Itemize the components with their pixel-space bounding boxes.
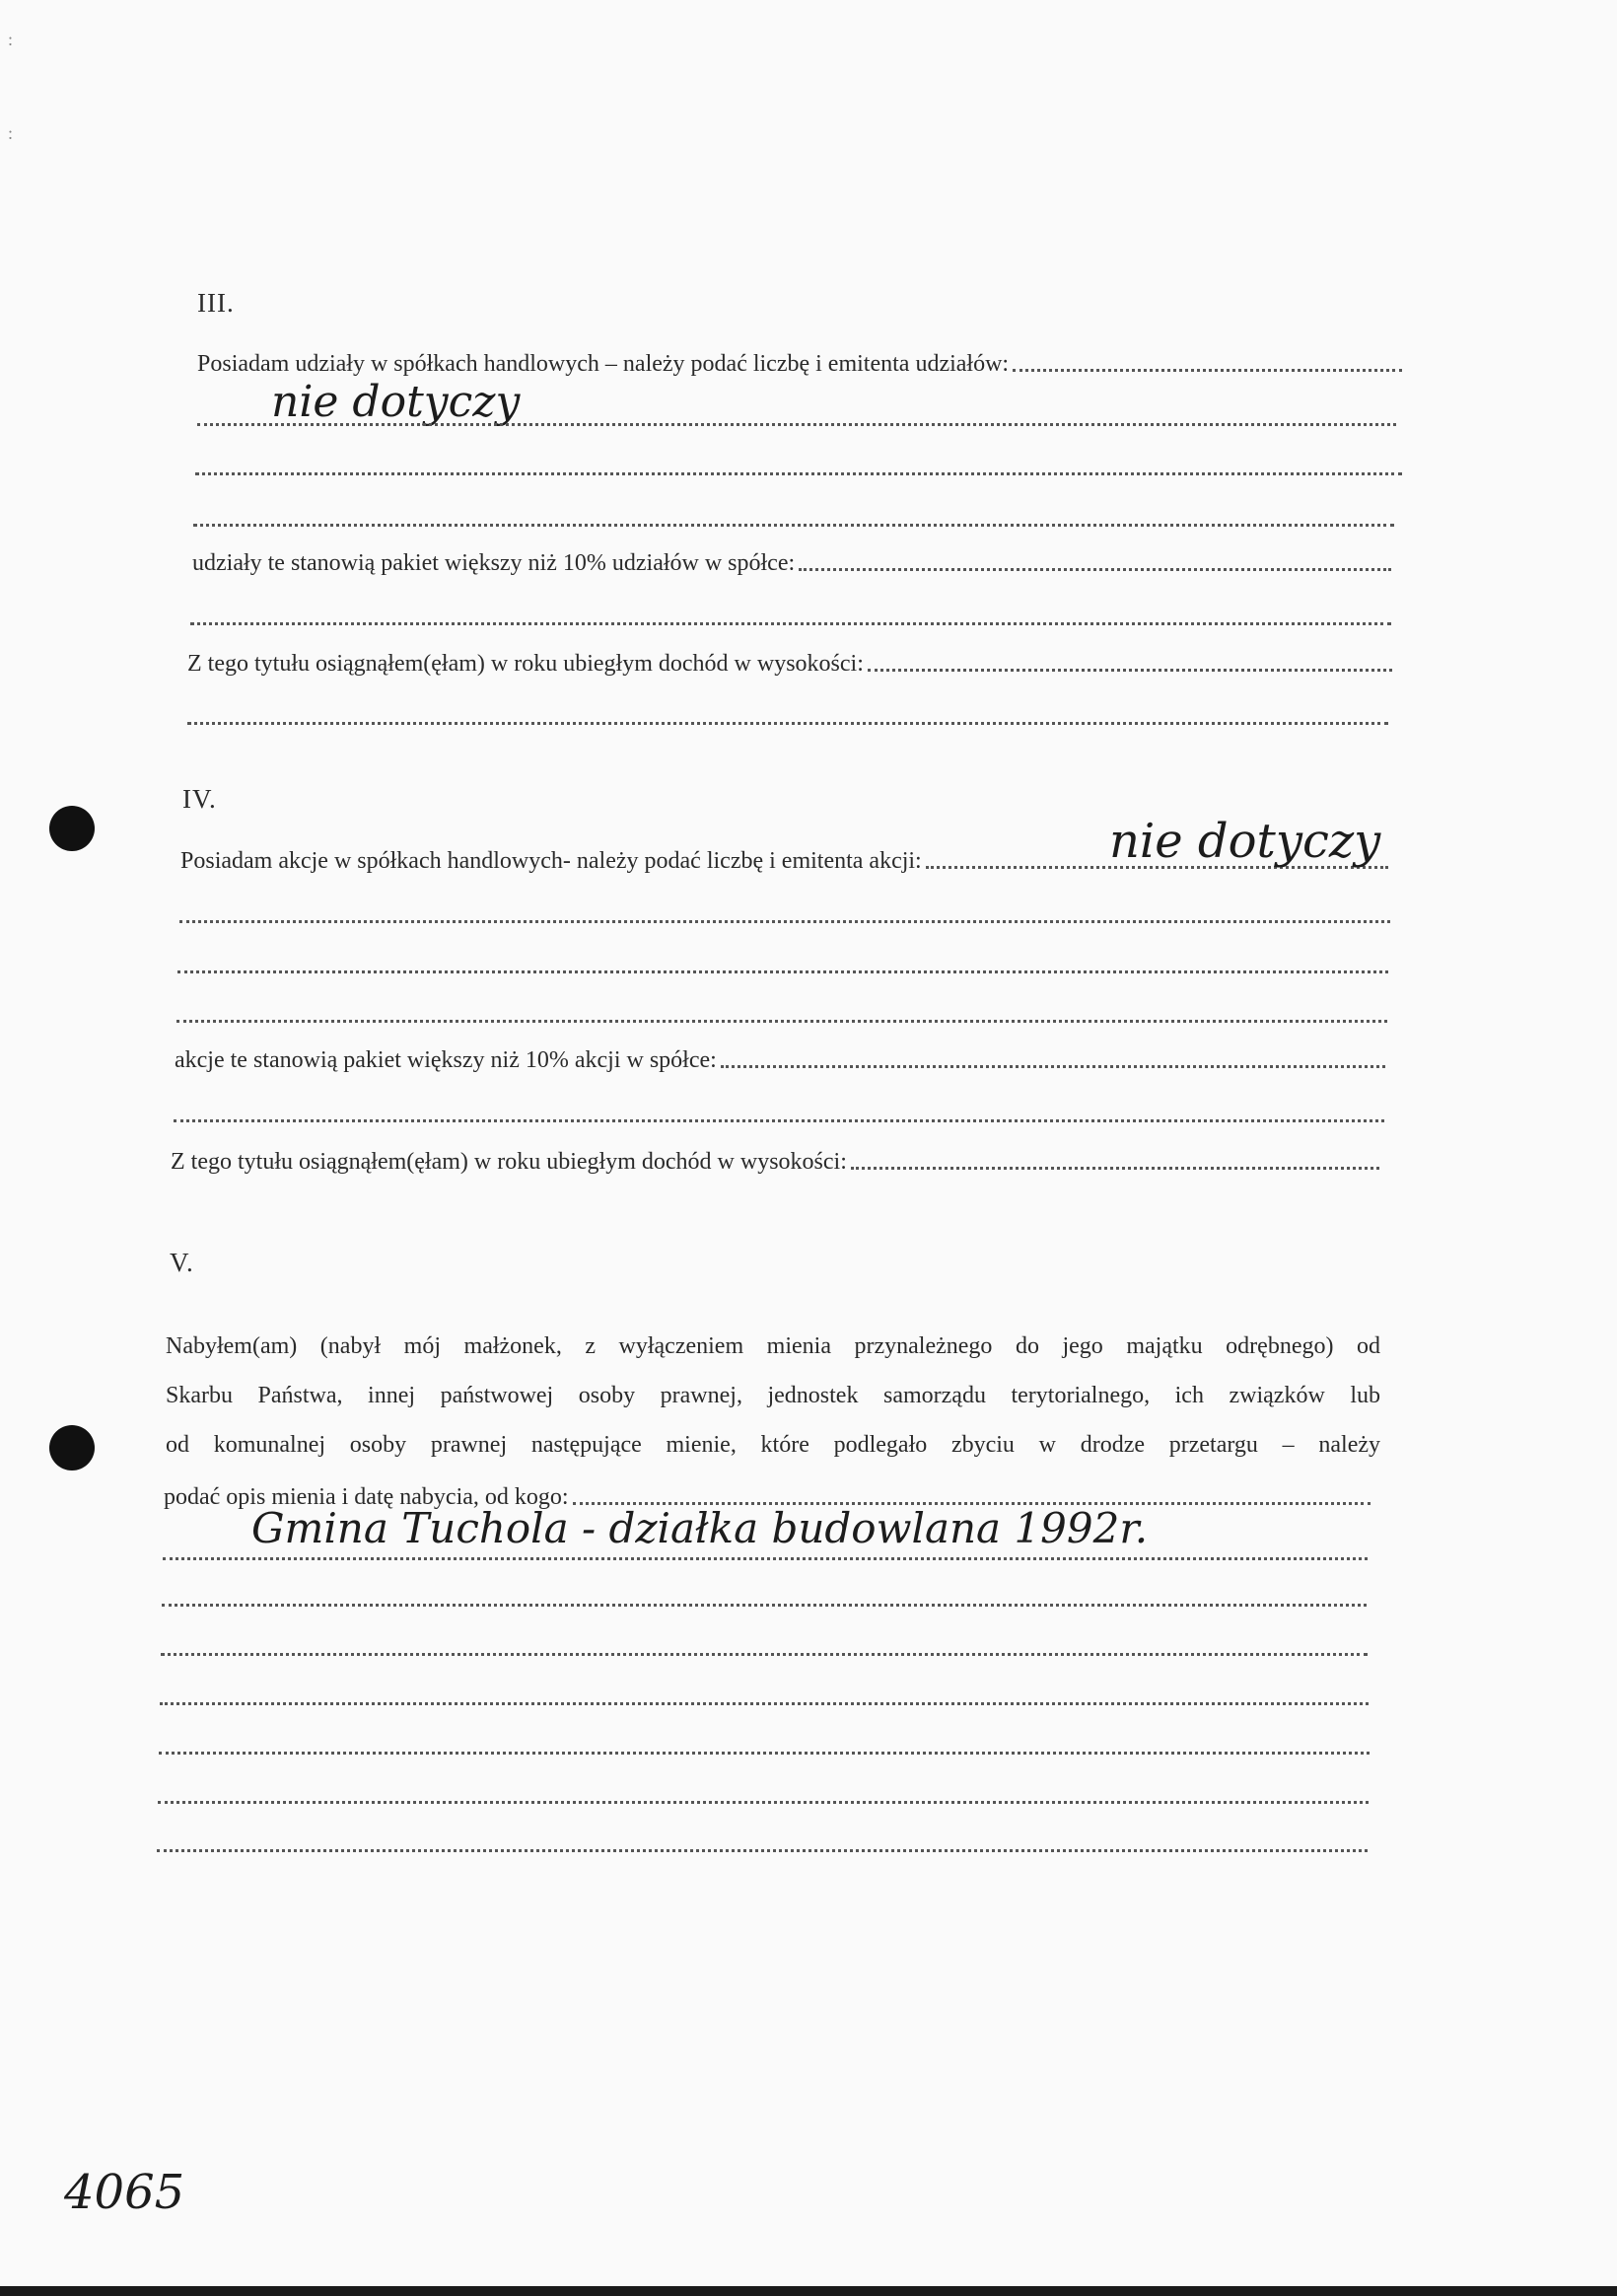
section-iii-packet-line <box>192 550 1391 577</box>
punch-hole <box>49 1425 95 1471</box>
dotted-fill <box>851 1166 1379 1170</box>
dotted-fill <box>868 668 1392 672</box>
section-iii-shares-label: Posiadam udziały w spółkach handlowych – należy podać liczbę i emitenta udziałów: <box>197 351 1010 377</box>
dotted-fill <box>162 1603 1367 1607</box>
dotted-fill <box>158 1800 1369 1804</box>
section-v-paragraph-line: Nabyłem(am) (nabył mój małżonek, z wyłączeniem mienia przynależnego do jego majątku odrębnego) od <box>166 1333 1380 1359</box>
dotted-fill <box>187 721 1388 725</box>
section-v-last-label: podać opis mienia i datę nabycia, od kogo: <box>164 1484 569 1510</box>
section-iv-handwritten-answer: nie dotyczy <box>1109 814 1381 869</box>
dotted-fill <box>174 1118 1384 1122</box>
scan-mark: : <box>8 123 14 143</box>
dotted-fill <box>161 1652 1368 1656</box>
dotted-fill <box>193 523 1394 527</box>
dotted-fill <box>197 422 1396 426</box>
dotted-fill <box>799 567 1391 571</box>
dotted-fill <box>177 969 1388 973</box>
dotted-fill <box>1013 368 1402 372</box>
section-v-paragraph-line: Skarbu Państwa, innej państwowej osoby prawnej, jednostek samorządu terytorialnego, ich związków lub <box>166 1383 1380 1408</box>
dotted-fill <box>721 1064 1385 1068</box>
section-iv-packet-label: akcje te stanowią pakiet większy niż 10% akcji w spółce: <box>175 1047 717 1073</box>
dotted-fill <box>195 471 1402 475</box>
section-iii-income-line <box>187 651 1392 678</box>
section-iii-packet-label: udziały te stanowią pakiet większy niż 10% udziałów w spółce: <box>192 550 796 576</box>
section-iii-shares-line <box>197 351 1402 378</box>
dotted-fill <box>160 1701 1369 1705</box>
section-iv-packet-line <box>175 1047 1385 1074</box>
section-v-paragraph <box>166 1322 1380 1470</box>
dotted-fill <box>190 621 1391 625</box>
page-number: 4065 <box>64 2165 185 2220</box>
section-iii-handwritten-answer: nie dotyczy <box>271 377 521 427</box>
section-iv-income-label: Z tego tytułu osiągnąłem(ęłam) w roku ubiegłym dochód w wysokości: <box>171 1149 847 1175</box>
dotted-fill <box>159 1751 1370 1755</box>
section-v-handwritten-answer: Gmina Tuchola - działka budowlana 1992r. <box>251 1504 1149 1552</box>
section-iv-numeral: IV. <box>182 784 217 814</box>
section-v-numeral: V. <box>170 1248 194 1277</box>
scan-mark: : <box>8 30 14 49</box>
scan-edge <box>0 2286 1617 2296</box>
dotted-fill <box>163 1556 1368 1560</box>
dotted-fill <box>157 1848 1368 1852</box>
punch-hole <box>49 806 95 851</box>
section-iv-stocks-label: Posiadam akcje w spółkach handlowych- należy podać liczbę i emitenta akcji: <box>180 848 922 874</box>
dotted-fill <box>176 1019 1387 1023</box>
section-iii-income-label: Z tego tytułu osiągnąłem(ęłam) w roku ubiegłym dochód w wysokości: <box>187 651 864 677</box>
section-v-paragraph-line: od komunalnej osoby prawnej następujące mienie, które podlegało zbyciu w drodze przetargu – należy <box>166 1432 1380 1458</box>
dotted-fill <box>179 919 1390 923</box>
section-iv-income-line <box>171 1149 1379 1176</box>
section-iii-numeral: III. <box>197 288 235 318</box>
